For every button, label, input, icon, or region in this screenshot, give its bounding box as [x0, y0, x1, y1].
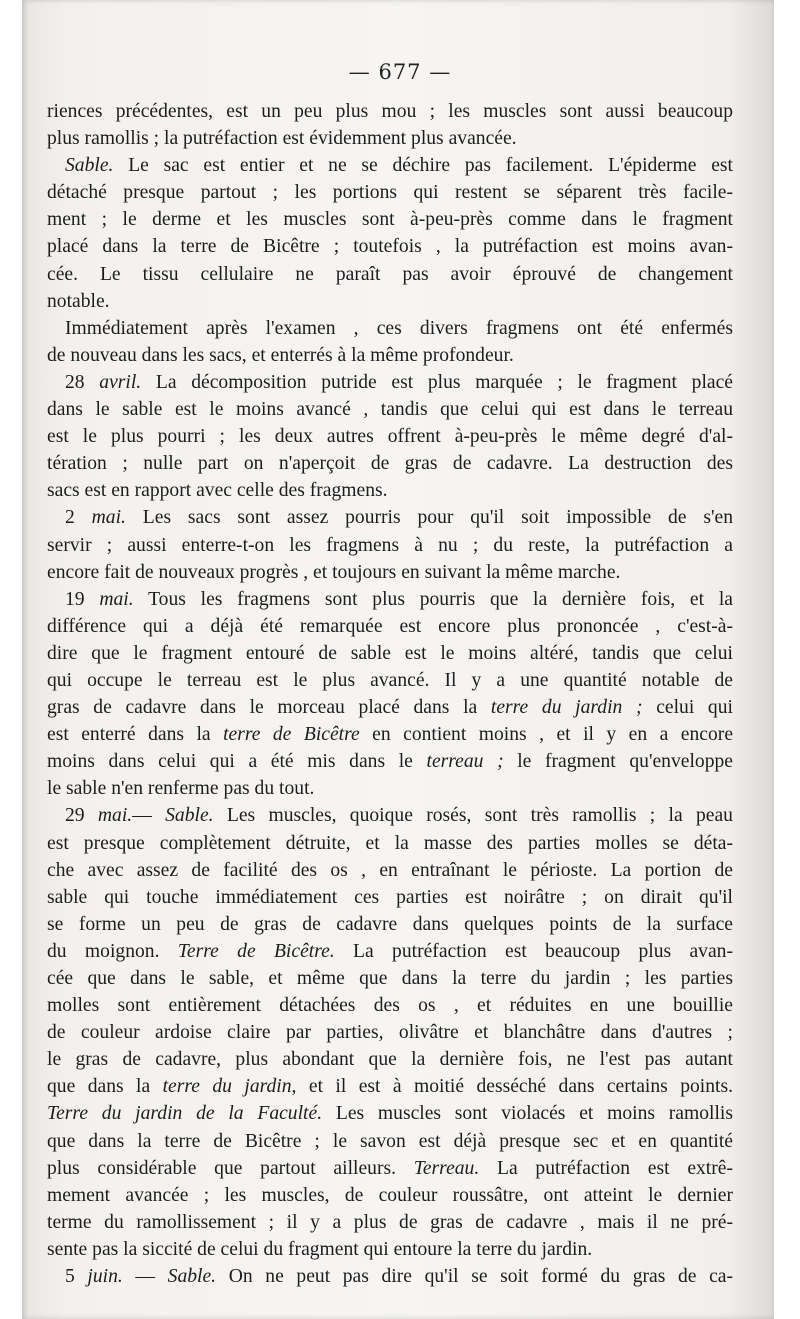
text-segment: détaché presque partout ; les portions qui restent se séparent très facile- — [47, 182, 733, 204]
text-segment: che avec assez de facilité des os , en entraînant le périoste. La portion de — [47, 859, 733, 881]
text-segment: différence qui a déjà été remarquée est encore plus prononcée , c'est-à- — [47, 615, 733, 637]
text-segment: en contient moins , et il y en a encore — [359, 724, 733, 746]
text-segment: le sable n'en renferme pas du tout. — [47, 778, 315, 800]
text-line — [47, 152, 733, 179]
text-line — [47, 938, 733, 965]
text-line — [47, 1046, 733, 1073]
text-segment: et il est à moitié desséché dans certains points. — [296, 1076, 733, 1098]
text-segment: se forme un peu de gras de cadavre dans quelques points de la surface — [47, 913, 733, 935]
text-line — [47, 667, 733, 694]
text-line — [47, 1100, 733, 1127]
text-segment: notable. — [47, 290, 110, 312]
italic-segment: terre du jardin, — [162, 1076, 297, 1098]
text-segment: 29 — [65, 805, 98, 827]
text-segment: est le plus pourri ; les deux autres offrent à-peu-près le même degré d'al- — [47, 426, 733, 448]
text-segment: que dans la terre de Bicêtre ; le savon est déjà presque sec et en quantité — [47, 1130, 733, 1152]
text-segment: sacs est en rapport avec celle des fragmens. — [47, 480, 388, 502]
italic-segment: Sable. — [165, 805, 214, 827]
italic-segment: terre de Bicêtre — [223, 724, 360, 746]
text-line — [47, 1209, 733, 1236]
text-segment: le gras de cadavre, plus abondant que la dernière fois, ne l'est pas autant — [47, 1049, 733, 1071]
text-line — [47, 179, 733, 206]
text-segment: Les sacs sont assez pourris pour qu'il soit impossible de s'en — [125, 507, 733, 529]
text-line — [47, 206, 733, 233]
text-line — [47, 423, 733, 450]
text-segment: est enterré dans la — [47, 724, 224, 746]
text-segment: riences précédentes, est un peu plus mou ; les muscles sont aussi beaucoup — [47, 101, 733, 122]
text-line — [47, 477, 733, 504]
text-line — [47, 721, 733, 748]
text-segment: 28 — [65, 371, 100, 393]
text-segment: ment ; le derme et les muscles sont à-peu-près comme dans le fragment — [47, 209, 733, 231]
text-segment: celui qui — [642, 697, 733, 719]
text-line — [47, 450, 733, 477]
text-segment: Immédiatement après l'examen , ces divers fragmens ont été enfermés — [65, 317, 733, 339]
text-line — [47, 369, 733, 396]
text-segment: plus considérable que partout ailleurs. — [47, 1157, 414, 1179]
text-segment: 19 — [65, 588, 100, 610]
text-line — [47, 911, 733, 938]
text-line — [47, 694, 733, 721]
text-line — [47, 1155, 733, 1182]
text-segment: le fragment qu'enveloppe — [503, 751, 733, 773]
text-line — [47, 1236, 733, 1263]
text-segment: est presque complètement détruite, et la masse des parties molles se déta- — [47, 832, 733, 854]
text-segment: sente pas la siccité de celui du fragment qui entoure la terre du jardin. — [47, 1238, 593, 1260]
text-line — [47, 342, 733, 369]
text-segment: — — [132, 805, 166, 827]
text-line — [47, 1263, 733, 1290]
italic-segment: terreau ; — [426, 751, 504, 773]
text-segment: plus ramollis ; la putréfaction est évidemment plus avancée. — [47, 128, 517, 150]
text-segment: servir ; aussi enterre-t-on les fragmens à nu ; du reste, la putréfaction a — [47, 534, 733, 556]
text-line — [47, 261, 733, 288]
text-segment: qui occupe le terreau est le plus avancé. Il y a une quantité notable de — [47, 669, 733, 691]
text-line — [47, 98, 733, 125]
text-line — [47, 640, 733, 667]
text-line — [47, 1073, 733, 1100]
text-line — [47, 613, 733, 640]
italic-segment: juin. — [87, 1266, 123, 1288]
text-line — [47, 748, 733, 775]
page-number: — 677 — — [348, 60, 452, 84]
text-line — [47, 532, 733, 559]
text-segment: de couleur ardoise claire par parties, olivâtre et blanchâtre dans d'autres ; — [47, 1022, 733, 1044]
italic-segment: Terre du jardin de la Faculté. — [47, 1103, 323, 1125]
text-line — [47, 1182, 733, 1209]
text-line — [47, 233, 733, 260]
text-segment: dire que le fragment entouré de sable est le moins altéré, tandis que celui — [47, 642, 733, 664]
text-line — [47, 884, 733, 911]
italic-segment: Terreau. — [413, 1157, 480, 1179]
text-line — [47, 965, 733, 992]
text-line — [47, 1128, 733, 1155]
text-segment: gras de cadavre dans le morceau placé dans la — [47, 697, 491, 719]
italic-segment: mai. — [97, 805, 133, 827]
text-segment: molles sont entièrement détachées des os , et réduites en une bouillie — [47, 995, 733, 1017]
italic-segment: terre du jardin ; — [490, 697, 643, 719]
text-segment: que dans la — [47, 1076, 163, 1098]
text-segment: sable qui touche immédiatement ces parties est noirâtre ; on dirait qu'il — [47, 886, 733, 908]
text-line — [47, 396, 733, 423]
text-segment: placé dans la terre de Bicêtre ; toutefois , la putréfaction est moins avan- — [47, 236, 733, 258]
text-segment: du moignon. — [47, 940, 178, 962]
text-segment: On ne peut pas dire qu'il se soit formé du gras de ca- — [216, 1266, 733, 1288]
text-segment: dans le sable est le moins avancé , tandis que celui qui est dans le terreau — [47, 399, 733, 421]
text-line — [47, 288, 733, 315]
text-line — [47, 830, 733, 857]
text-line — [47, 315, 733, 342]
text-segment: moins dans celui qui a été mis dans le — [47, 751, 427, 773]
text-segment: La putréfaction est beaucoup plus avan- — [334, 940, 733, 962]
text-segment: — — [122, 1266, 168, 1288]
text-line — [47, 802, 733, 829]
text-segment: Les muscles, quoique rosés, sont très ramollis ; la peau — [213, 805, 733, 827]
text-segment: 2 — [65, 507, 92, 529]
italic-segment: mai. — [91, 507, 126, 529]
text-segment: cée que dans le sable, et même que dans la terre du jardin ; les parties — [47, 968, 733, 989]
text-segment: cée. Le tissu cellulaire ne paraît pas avoir éprouvé de changement — [47, 263, 733, 285]
italic-segment: avril. — [99, 371, 142, 393]
text-line — [47, 992, 733, 1019]
text-segment: tération ; nulle part on n'aperçoit de gras de cadavre. La destruction des — [47, 453, 733, 475]
text-segment: La décomposition putride est plus marquée ; le fragment placé — [141, 371, 733, 393]
text-line — [47, 125, 733, 152]
text-segment: Les muscles sont violacés et moins ramollis — [322, 1103, 733, 1125]
page-body-text — [47, 98, 733, 1290]
text-segment: Le sac est entier et ne se déchire pas facilement. L'épiderme est — [113, 155, 733, 177]
text-line — [47, 775, 733, 802]
text-segment: Tous les fragmens sont plus pourris que la dernière fois, et la — [133, 588, 733, 610]
text-segment: de nouveau dans les sacs, et enterrés à la même profondeur. — [47, 344, 514, 366]
text-line — [47, 857, 733, 884]
text-line — [47, 586, 733, 613]
text-line — [47, 1019, 733, 1046]
text-segment: encore fait de nouveaux progrès , et toujours en suivant la même marche. — [47, 561, 621, 583]
italic-segment: mai. — [99, 588, 134, 610]
text-line — [47, 559, 733, 586]
text-segment: 5 — [65, 1266, 88, 1288]
italic-segment: Sable. — [167, 1266, 217, 1288]
text-segment: mement avancée ; les muscles, de couleur roussâtre, ont atteint le dernier — [47, 1184, 733, 1206]
text-line — [47, 504, 733, 531]
italic-segment: Terre de Bicêtre. — [177, 940, 335, 962]
text-segment: La putréfaction est extrê- — [479, 1157, 733, 1179]
italic-segment: Sable. — [65, 155, 114, 177]
text-segment: terme du ramollissement ; il y a plus de gras de cadavre , mais il ne pré- — [47, 1211, 733, 1233]
